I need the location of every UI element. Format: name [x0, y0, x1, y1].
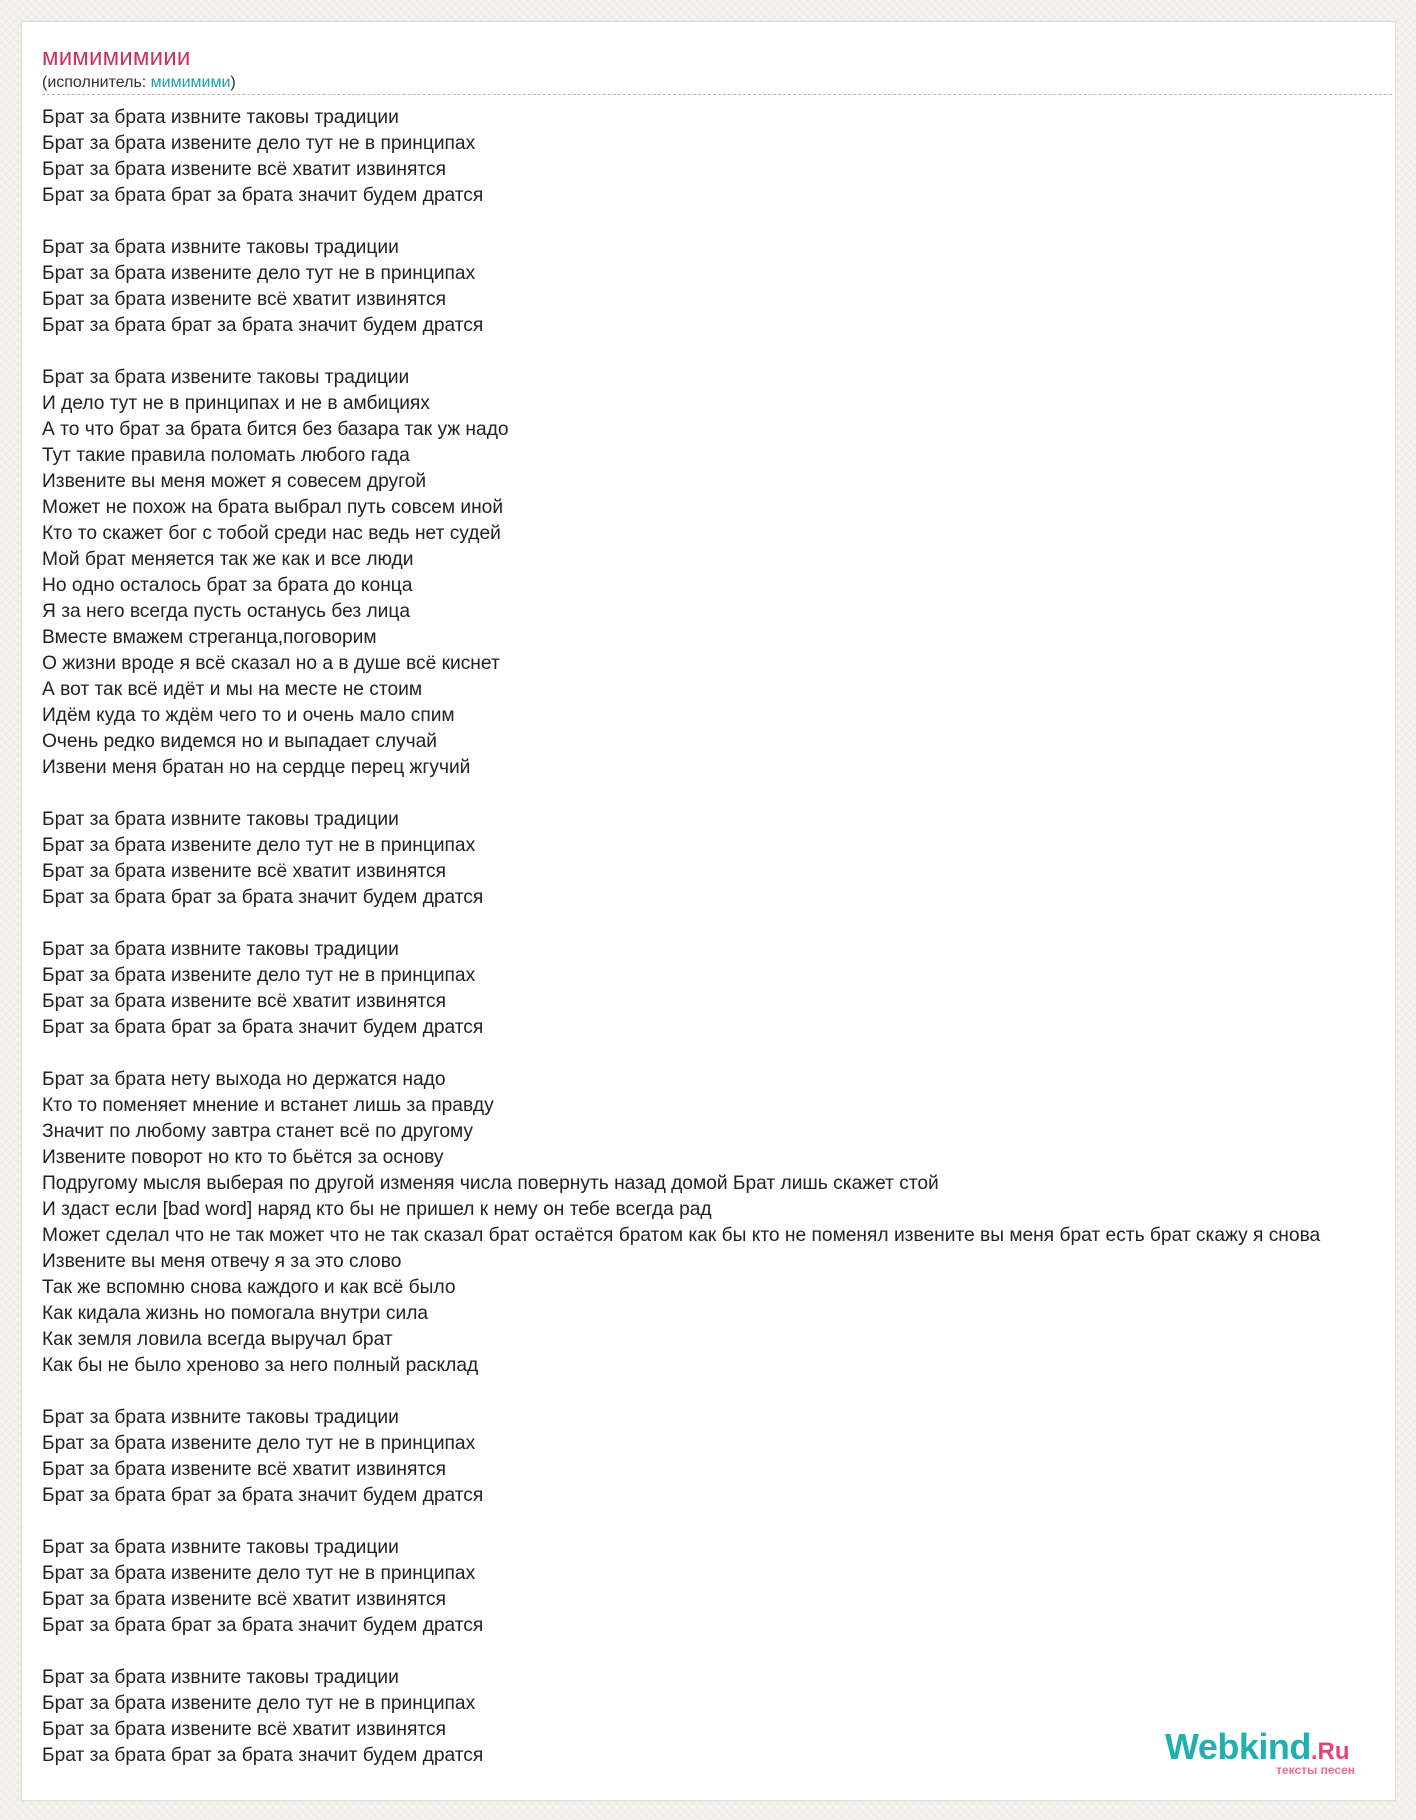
- lyric-line: Но одно осталось брат за брата до конца: [42, 575, 413, 596]
- logo-name: Webkind: [1165, 1726, 1311, 1767]
- lyric-line: Брат за брата извените дело тут не в принципах: [42, 1563, 476, 1584]
- lyric-line: Брат за брата извните таковы традиции: [42, 1667, 399, 1688]
- lyric-line: Подругому мысля выберая по другой изменяя числа повернуть назад домой Брат лишь скажет стой: [42, 1173, 939, 1194]
- lyric-line: Значит по любому завтра станет всё по другому: [42, 1121, 473, 1142]
- lyric-line: Брат за брата извните таковы традиции: [42, 1537, 399, 1558]
- stanza-gap: [42, 209, 1396, 235]
- lyric-line: Кто то скажет бог с тобой среди нас ведь нет судей: [42, 523, 501, 544]
- lyric-line: Брат за брата брат за брата значит будем дратся: [42, 315, 484, 336]
- lyric-line: Извени меня братан но на сердце перец жгучий: [42, 757, 471, 778]
- lyric-line: Как земля ловила всегда выручал брат: [42, 1329, 393, 1350]
- lyric-line: Брат за брата извените всё хватит извинятся: [42, 1459, 446, 1480]
- lyric-line: Извените вы меня может я совесем другой: [42, 471, 427, 492]
- lyric-line: Идём куда то ждём чего то и очень мало спим: [42, 705, 455, 726]
- lyric-line: Брат за брата извните таковы традиции: [42, 1407, 399, 1428]
- performer-link[interactable]: мимимими: [150, 74, 231, 91]
- lyric-line: Извените вы меня отвечу я за это слово: [42, 1251, 402, 1272]
- lyric-line: Брат за брата брат за брата значит будем дратся: [42, 185, 484, 206]
- lyric-line: Брат за брата извените всё хватит извинятся: [42, 159, 446, 180]
- lyric-line: Брат за брата извените всё хватит извинятся: [42, 289, 446, 310]
- lyric-line: Брат за брата извените дело тут не в принципах: [42, 1433, 476, 1454]
- song-title: мимимимиии: [42, 44, 191, 71]
- performer-line: [42, 73, 236, 93]
- stanza-gap: [42, 339, 1396, 365]
- lyric-line: И дело тут не в принципах и не в амбициях: [42, 393, 430, 414]
- performer-prefix: (исполнитель:: [42, 74, 151, 91]
- lyric-line: Тут такие правила поломать любого гада: [42, 445, 410, 466]
- lyric-line: Может не похож на брата выбрал путь совсем иной: [42, 497, 504, 518]
- lyric-line: О жизни вроде я всё сказал но а в душе всё киснет: [42, 653, 500, 674]
- lyric-line: Брат за брата извните таковы традиции: [42, 237, 399, 258]
- lyric-line: Брат за брата брат за брата значит будем дратся: [42, 1745, 484, 1766]
- lyric-line: Брат за брата извените дело тут не в принципах: [42, 1693, 476, 1714]
- lyric-line: А то что брат за брата бится без базара так уж надо: [42, 419, 509, 440]
- performer-suffix: ): [230, 74, 236, 91]
- lyric-line: Брат за брата брат за брата значит будем дратся: [42, 1615, 484, 1636]
- lyric-line: А вот так всё идёт и мы на месте не стоим: [42, 679, 423, 700]
- lyric-line: Брат за брата извните таковы традиции: [42, 107, 399, 128]
- lyric-line: Брат за брата извените таковы традиции: [42, 367, 410, 388]
- lyric-line: И здаст если [bad word] наряд кто бы не пришел к нему он тебе всегда рад: [42, 1199, 712, 1220]
- lyric-line: Брат за брата извените всё хватит извинятся: [42, 991, 446, 1012]
- stanza-gap: [42, 781, 1396, 807]
- lyric-line: Брат за брата извените всё хватит извинятся: [42, 1589, 446, 1610]
- title-divider: [42, 94, 1392, 95]
- lyric-line: Брат за брата извените дело тут не в принципах: [42, 965, 476, 986]
- lyric-line: Как бы не было хреново за него полный расклад: [42, 1355, 479, 1376]
- lyric-line: Брат за брата извените дело тут не в принципах: [42, 133, 476, 154]
- lyric-line: Очень редко видемся но и выпадает случай: [42, 731, 438, 752]
- lyrics-body: [42, 105, 1396, 1769]
- lyric-line: Брат за брата извените всё хватит извинятся: [42, 861, 446, 882]
- lyric-line: Брат за брата извните таковы традиции: [42, 939, 399, 960]
- lyric-line: Брат за брата брат за брата значит будем дратся: [42, 1017, 484, 1038]
- lyrics-card: [21, 21, 1396, 1801]
- lyric-line: Как кидала жизнь но помогала внутри сила: [42, 1303, 429, 1324]
- lyric-line: Так же вспомню снова каждого и как всё было: [42, 1277, 456, 1298]
- stanza-gap: [42, 1509, 1396, 1535]
- logo-tagline: тексты песен: [1276, 1763, 1355, 1777]
- lyric-line: Брат за брата извените дело тут не в принципах: [42, 263, 476, 284]
- lyric-line: Извените поворот но кто то бьётся за основу: [42, 1147, 444, 1168]
- lyric-line: Брат за брата брат за брата значит будем дратся: [42, 887, 484, 908]
- lyric-line: Брат за брата извните таковы традиции: [42, 809, 399, 830]
- lyric-line: Вместе вмажем стреганца,поговорим: [42, 627, 377, 648]
- stanza-gap: [42, 1639, 1396, 1665]
- stanza-gap: [42, 911, 1396, 937]
- site-logo[interactable]: [1165, 1727, 1355, 1775]
- stanza-gap: [42, 1379, 1396, 1405]
- lyric-line: Может сделал что не так может что не так сказал брат остаётся братом как бы кто не поменял извените вы меня брат есть брат скажу я снова: [42, 1225, 1321, 1246]
- lyric-line: Мой брат меняется так же как и все люди: [42, 549, 414, 570]
- lyric-line: Кто то поменяет мнение и встанет лишь за правду: [42, 1095, 494, 1116]
- lyric-line: Брат за брата извените дело тут не в принципах: [42, 835, 476, 856]
- lyric-line: Брат за брата брат за брата значит будем дратся: [42, 1485, 484, 1506]
- logo-tld: .Ru: [1310, 1738, 1350, 1765]
- stanza-gap: [42, 1041, 1396, 1067]
- lyric-line: Брат за брата извените всё хватит извинятся: [42, 1719, 446, 1740]
- lyric-line: Я за него всегда пусть останусь без лица: [42, 601, 411, 622]
- lyric-line: Брат за брата нету выхода но держатся надо: [42, 1069, 446, 1090]
